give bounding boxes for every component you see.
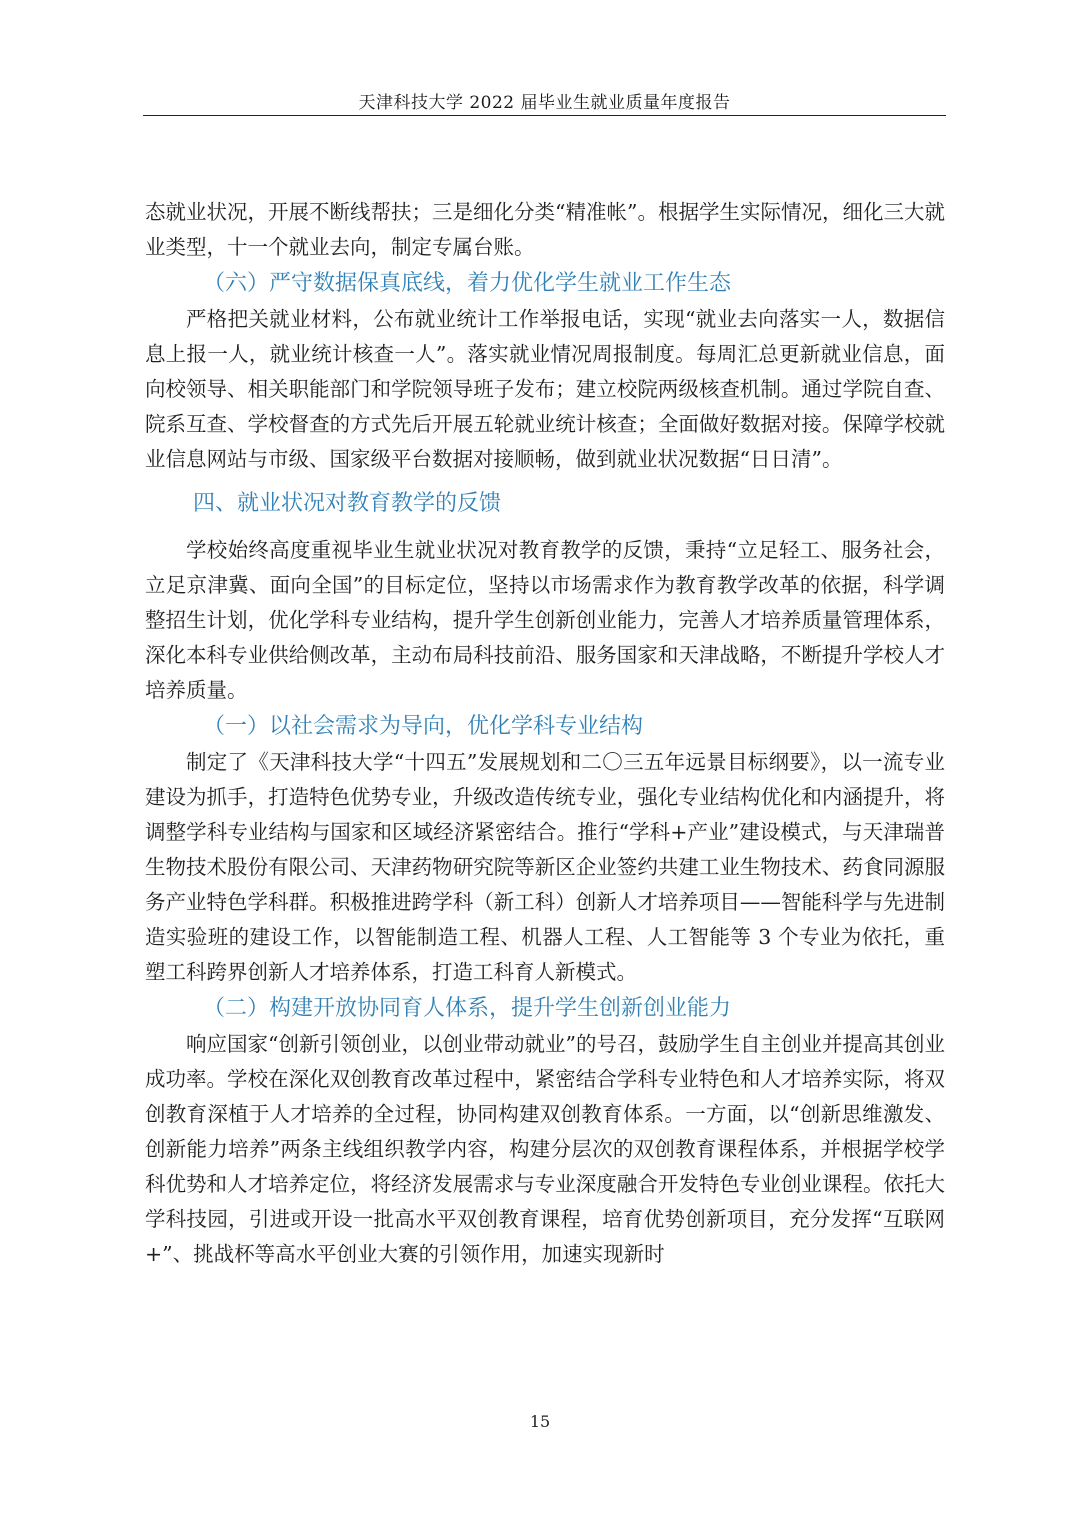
paragraph-discipline-structure: 制定了《天津科技大学“十四五”发展规划和二〇三五年远景目标纲要》，以一流专业建设为抓手，打造特色优势专业，升级改造传统专业，强化专业结构优化和内涵提升，将调整学科专业结构与国家和区域经济紧密结合。推行“学科+产业”建设模式，与天津瑞普生物技术股份有限公司、天津药物研究院等新区企业签约共建工业生物技术、药食同源服务产业特色学科群。积极推进跨学科（新工科）创新人才培养项目——智能科学与先进制造实验班的建设工作，以智能制造工程、机器人工程、人工智能等 3 个专业为依托，重塑工科跨界创新人才培养体系，打造工科育人新模式。 xyxy=(145,750,945,984)
header-rule xyxy=(143,115,946,116)
page-content xyxy=(145,195,945,1272)
subsection-heading-one: （一）以社会需求为导向，优化学科专业结构 xyxy=(203,714,644,739)
running-header: 天津科技大学 2022 届毕业生就业质量年度报告 xyxy=(358,93,731,113)
paragraph-data-integrity: 严格把关就业材料，公布就业统计工作举报电话，实现“就业去向落实一人，数据信息上报一人，就业统计核查一人”。落实就业情况周报制度。每周汇总更新就业信息，面向校领导、相关职能部门和学院领导班子发布；建立校院两级核查机制。通过学院自查、院系互查、学校督查的方式先后开展五轮就业统计核查；全面做好数据对接。保障学校就业信息网站与市级、国家级平台数据对接顺畅，做到就业状况数据“日日清”。 xyxy=(145,307,945,471)
page-number: 15 xyxy=(529,1412,551,1431)
paragraph-innovation: 响应国家“创新引领创业，以创业带动就业”的号召，鼓励学生自主创业并提高其创业成功率。学校在深化双创教育改革过程中，紧密结合学科专业特色和人才培养实际，将双创教育深植于人才培养的全过程，协同构建双创教育体系。一方面，以“创新思维激发、创新能力培养”两条主线组织教学内容，构建分层次的双创教育课程体系，并根据学校学科优势和人才培养定位，将经济发展需求与专业深度融合开发特色专业创业课程。依托大学科技园，引进或开设一批高水平双创教育课程，培育优势创新项目，充分发挥“互联网+”、挑战杯等高水平创业大赛的引领作用，加速实现新时 xyxy=(145,1032,945,1266)
subsection-heading-two: （二）构建开放协同育人体系，提升学生创新创业能力 xyxy=(203,996,732,1021)
paragraph-continued: 态就业状况，开展不断线帮扶；三是细化分类“精准帐”。根据学生实际情况，细化三大就业类型，十一个就业去向，制定专属台账。 xyxy=(145,200,945,259)
section-heading-four: 四、就业状况对教育教学的反馈 xyxy=(193,491,502,516)
subsection-heading-six: （六）严守数据保真底线，着力优化学生就业工作生态 xyxy=(203,271,732,296)
paragraph-feedback: 学校始终高度重视毕业生就业状况对教育教学的反馈，秉持“立足轻工、服务社会，立足京津冀、面向全国”的目标定位，坚持以市场需求作为教育教学改革的依据，科学调整招生计划，优化学科专业结构，提升学生创新创业能力，完善人才培养质量管理体系，深化本科专业供给侧改革，主动布局科技前沿、服务国家和天津战略，不断提升学校人才培养质量。 xyxy=(145,538,945,702)
